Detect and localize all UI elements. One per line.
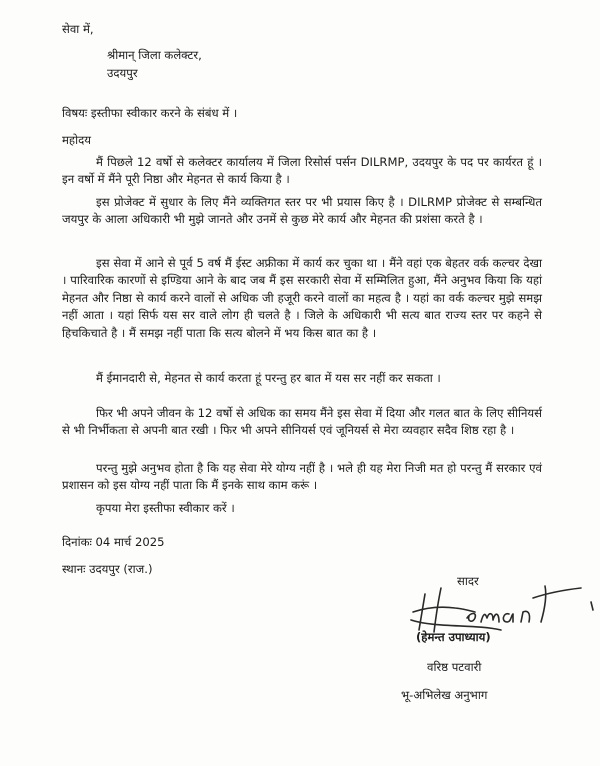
closing-sadar: सादर [457,574,479,588]
paragraph-1: मैं पिछले 12 वर्षो से कलेक्टर कार्यालय में जिला रिसोर्स पर्सन DILRMP, उदयपुर के पद पर कार्यरत हूं । इन वर्षो में मैंने पूरी निष्ठा और मेहनत से कार्य किया है । [62,155,542,187]
date-line: दिनांकः 04 मार्च 2025 [62,535,165,549]
recipient-line-1: श्रीमान् जिला कलेक्टर, [107,48,202,62]
subject-line: विषयः इस्तीफा स्वीकार करने के संबंध में । [62,106,238,120]
paragraph-4: मैं ईमानदारी से, मेहनत से कार्य करता हूं परन्तु हर बात में यस सर नहीं कर सकता । [96,371,441,385]
handwritten-signature [405,578,600,638]
greeting: महोदय [62,133,91,147]
paragraph-3: इस सेवा में आने से पूर्व 5 वर्ष मैं ईस्ट अफ्रीका में कार्य कर चुका था । मैंने वहां एक बेहतर वर्क कल्चर देखा । पारिवारिक कारणों से इण्डिया आने के बाद जब मैं इस सरकारी सेवा में सम्मिलित हुआ, मैंने अनुभव किया कि यहां मेहनत और निष्ठा से कार्य करने वालों से अधिक जी हजूरी करने वालों का महत्व है । यहां का वर्क कल्चर मुझे समझ नहीं आता । यहां सिर्फ यस सर वाले लोग ही चलते है । जिले के अधिकारी भी सत्य बात राज्य स्तर पर कहने से हिचकिचाते है । मैं समझ नहीं पाता कि सत्य बोलने में भय किस बात का है । [62,256,542,340]
paragraph-2: इस प्रोजेक्ट में सुधार के लिए मैंने व्यक्तिगत स्तर पर भी प्रयास किए है । DILRMP प्रोजेक्ट से सम्बन्धित जयपुर के आला अधिकारी भी मुझे जानते और उनमें से कुछ मेरे कार्य और मेहनत की प्रशंसा करते है । [62,195,542,227]
place-line: स्थानः उदयपुर (राज.) [62,562,153,576]
paragraph-6: परन्तु मुझे अनुभव होता है कि यह सेवा मेरे योग्य नहीं है । भले ही यह मेरा निजी मत हो परन्तु मैं सरकार एवं प्रशासन को इस योग्य नहीं पाता कि मैं इनके साथ काम करूं । [62,461,542,493]
paragraph-7: कृपया मेरा इस्तीफा स्वीकार करें । [96,501,235,515]
department: भू-अभिलेख अनुभाग [401,688,488,702]
designation: वरिष्ठ पटवारी [427,660,482,674]
signatory-name: (हेमन्त उपाध्याय) [416,630,491,644]
salutation-to: सेवा में, [62,22,94,36]
paragraph-5: फिर भी अपने जीवन के 12 वर्षो से अधिक का समय मैंने इस सेवा में दिया और गलत बात के लिए सीनियर्स से भी निर्भीकता से अपनी बात रखी । फिर भी अपने सीनियर्स एवं जूनियर्स से मेरा व्यवहार सदैव शिष्ठ रहा है । [62,406,542,438]
recipient-line-2: उदयपुर [107,66,138,80]
